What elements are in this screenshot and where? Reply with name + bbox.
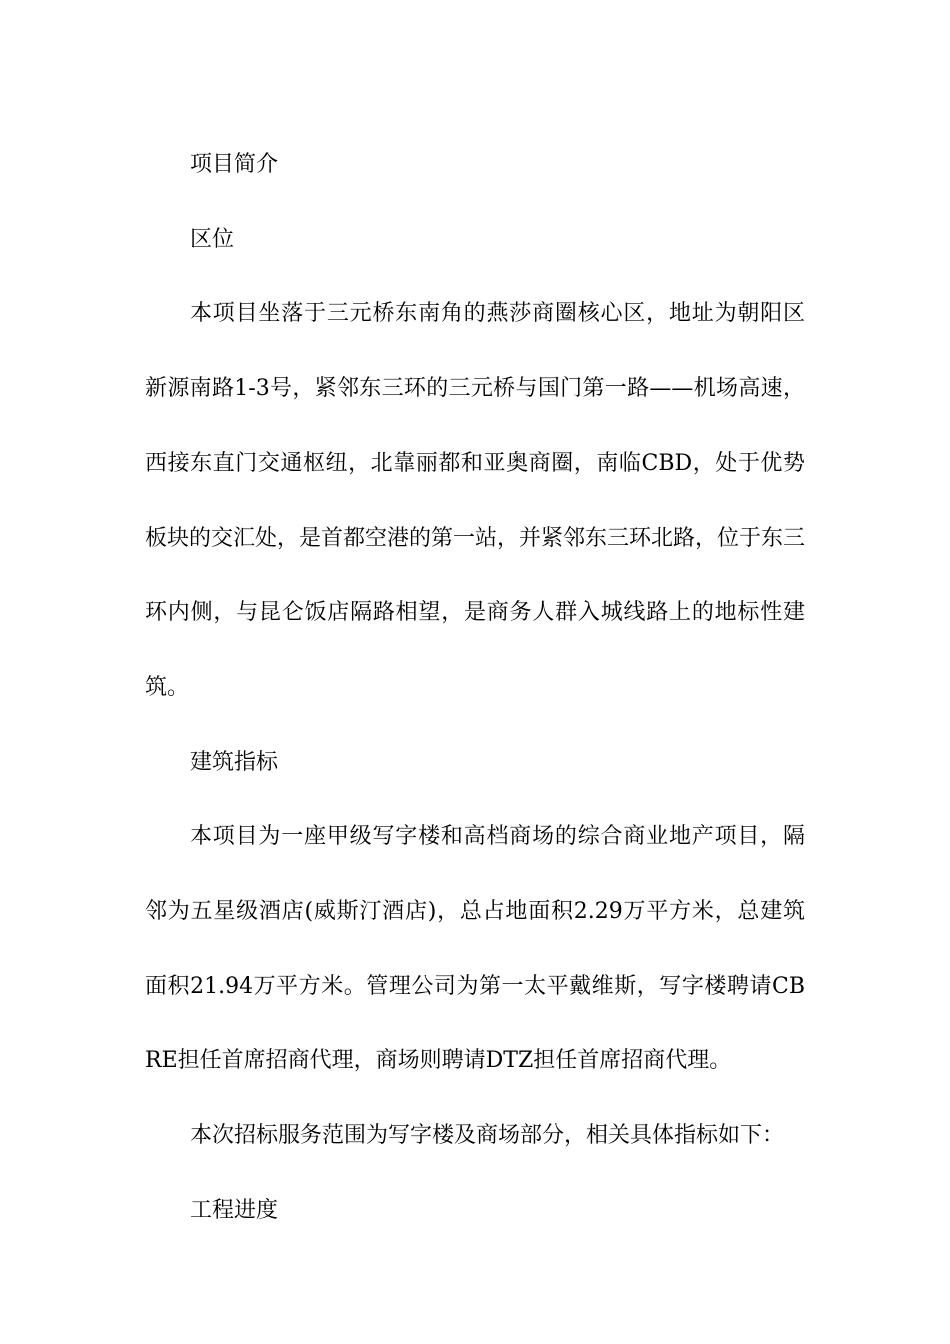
document-body: [145, 128, 805, 1249]
location-paragraph: 本项目坐落于三元桥东南角的燕莎商圈核心区，地址为朝阳区新源南路1-3号，紧邻东三环的三元桥与国门第一路——机场高速，西接东直门交通枢纽，北靠丽都和亚奥商圈，南临CBD，处于优势板块的交汇处，是首都空港的第一站，并紧邻东三环北路，位于东三环内侧，与昆仑饭店隔路相望，是商务人群入城线路上的地标性建筑。: [145, 301, 806, 700]
building-specs-paragraph: 本项目为一座甲级写字楼和高档商场的综合商业地产项目，隔邻为五星级酒店(威斯汀酒店)，总占地面积2.29万平方米，总建筑面积21.94万平方米。管理公司为第一太平戴维斯，写字楼聘请CBRE担任首席招商代理，商场则聘请DTZ担任首席招商代理。: [145, 824, 805, 1074]
tender-scope-paragraph: 本次招标服务范围为写字楼及商场部分，相关具体指标如下：: [190, 1123, 785, 1149]
subsection-location: 区位: [190, 226, 235, 252]
section-title: 项目简介: [190, 152, 279, 177]
subsection-progress: 工程进度: [190, 1197, 279, 1223]
subsection-building-specs: 建筑指标: [190, 749, 279, 775]
